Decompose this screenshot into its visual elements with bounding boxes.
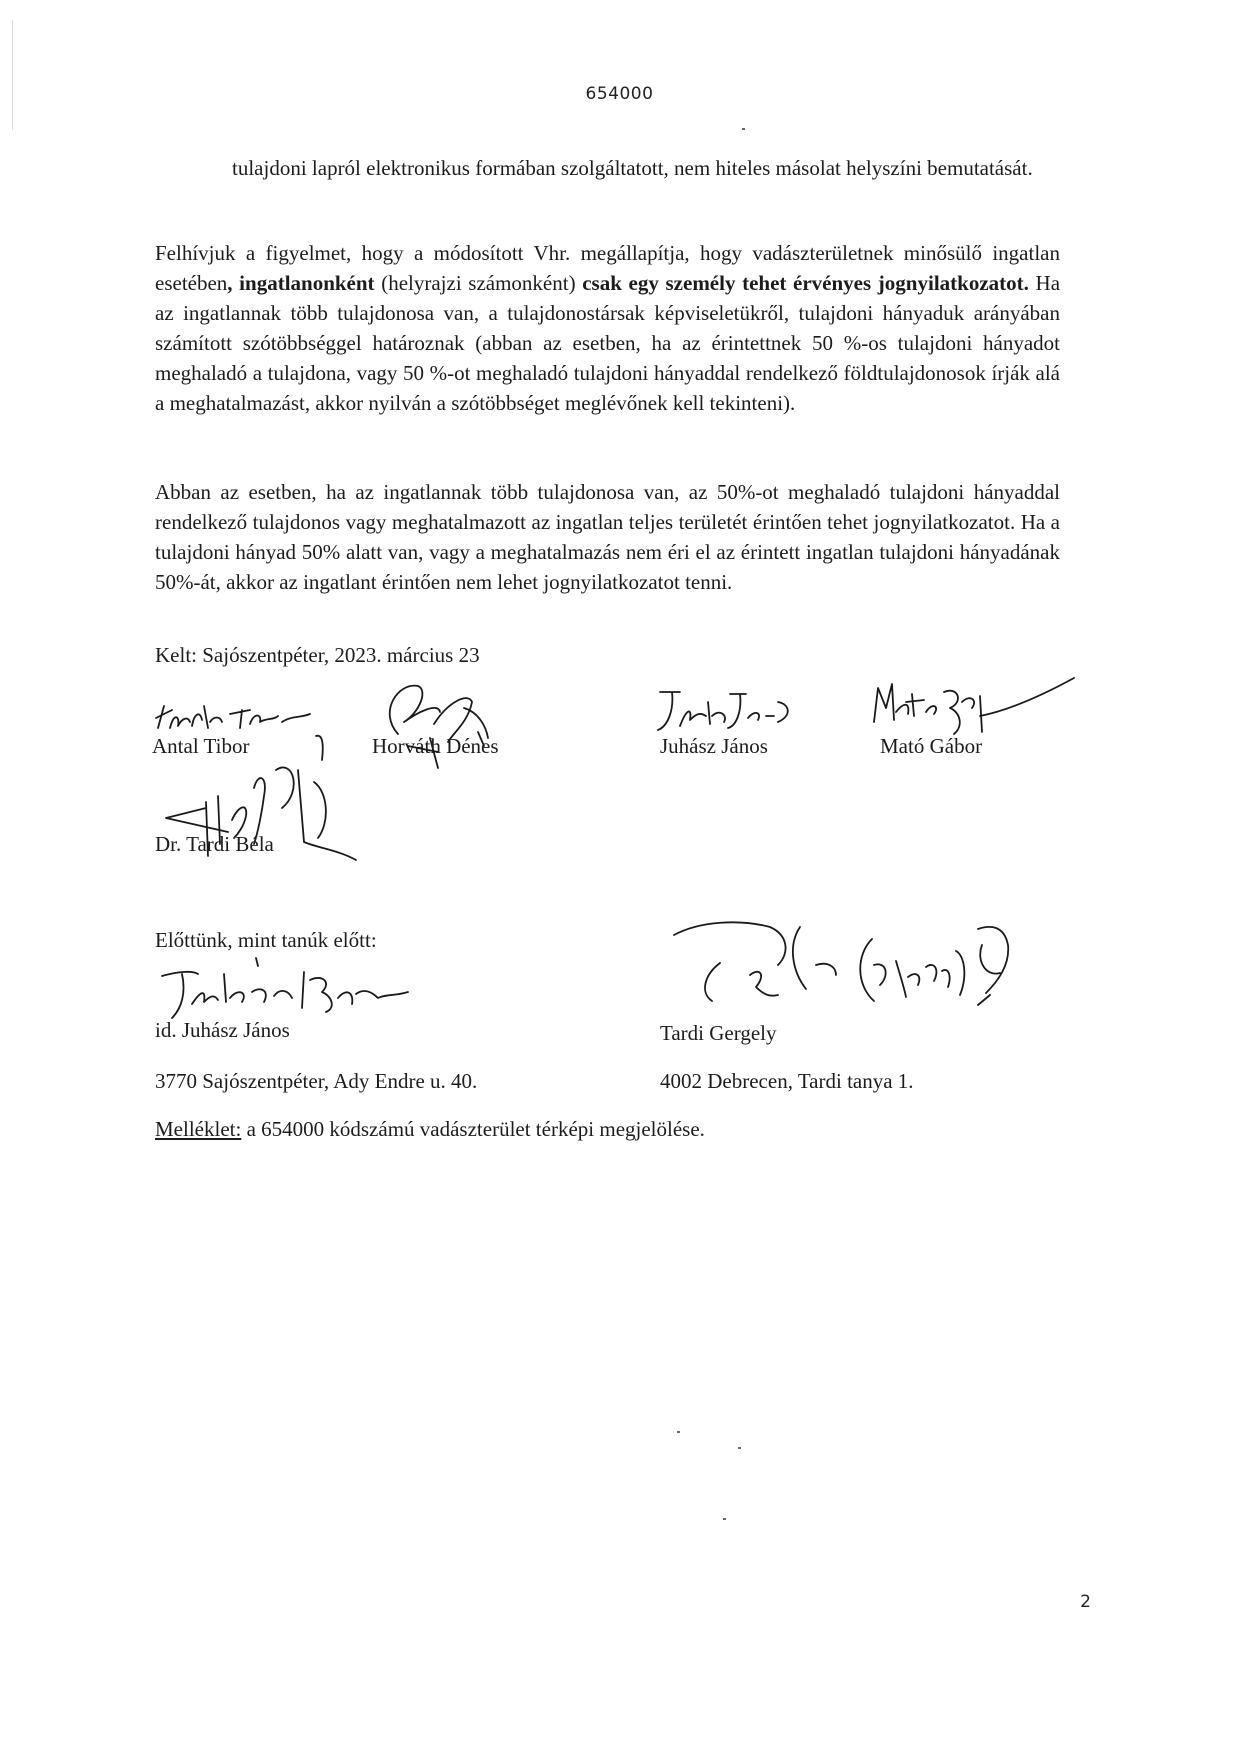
scan-speck xyxy=(723,1518,726,1520)
notice-paragraph xyxy=(155,238,1060,418)
witness-juhasz-name: id. Juhász János xyxy=(155,1018,290,1042)
scan-edge xyxy=(12,20,13,130)
attachment-label: Melléklet: xyxy=(155,1117,242,1141)
notice-bold-one-person: csak egy személy tehet érvényes jognyilatkozatot. xyxy=(582,271,1029,295)
signature-witness-juhasz xyxy=(152,952,422,1022)
notice-text-e: Ha az ingatlannak több tulajdonosa van, a tulajdonostársak képviseletükről, tulajdoni hányaduk arányában számított szótöbbséggel határoznak (abban az esetben, ha az érintettnek 50 %-os tulajdoni hányadot meghaladó a tulajdona, vagy 50 %-ot meghaladó tulajdoni hányaddal rendelkező földtulajdonosok írják alá a meghatalmazást, akkor nyilván a szótöbbséget meglévőnek kell tekinteni). xyxy=(155,271,1061,415)
notice-bold-per-property: , ingatlanonként xyxy=(227,271,375,295)
signatory-mato-gabor: Mató Gábor xyxy=(880,734,983,758)
continuation-paragraph: tulajdoni lapról elektronikus formában szolgáltatott, nem hiteles másolat helyszíni bemutatását. xyxy=(232,156,1033,180)
witness-tardi-address: 4002 Debrecen, Tardi tanya 1. xyxy=(660,1069,914,1093)
attachment-text: a 654000 kódszámú vadászterület térképi megjelölése. xyxy=(241,1117,705,1141)
signatory-horvath-denes: Horváth Dénes xyxy=(372,734,499,758)
signature-juhasz-janos xyxy=(650,686,810,741)
document-id: 654000 xyxy=(585,84,654,104)
majority-paragraph: Abban az esetben, ha az ingatlannak több tulajdonosa van, az 50%-ot meghaladó tulajdoni hányaddal rendelkező tulajdonos vagy meghatalmazott az ingatlan teljes területét érintően tehet jognyilatkozatot. Ha a tulajdoni hányad 50% alatt van, vagy a meghatalmazás nem éri el az érintett ingatlan tulajdoni hányadának 50%-át, akkor az ingatlant érintően nem lehet jognyilatkozatot tenni. xyxy=(155,480,1060,594)
scan-speck xyxy=(677,1431,680,1433)
attachment-line xyxy=(155,1117,705,1142)
signatory-juhasz-janos: Juhász János xyxy=(660,734,768,758)
witness-tardi-name: Tardi Gergely xyxy=(660,1021,777,1045)
signatory-tardi-bela: Dr. Tardi Béla xyxy=(155,832,274,856)
notice-text-a: Felhívjuk a figyelmet, hogy a módosított Vhr. megállapítja, hogy vadászterületnek minősülő ingatlan esetében xyxy=(155,241,1060,295)
scan-speck xyxy=(738,1447,741,1449)
date-place-line: Kelt: Sajószentpéter, 2023. március 23 xyxy=(155,643,480,667)
witnesses-intro: Előttünk, mint tanúk előtt: xyxy=(155,928,377,952)
scan-speck xyxy=(742,128,745,130)
witness-juhasz-address: 3770 Sajószentpéter, Ady Endre u. 40. xyxy=(155,1069,478,1093)
signatory-antal-tibor: Antal Tibor xyxy=(152,734,250,758)
signature-mato-gabor xyxy=(860,672,1080,742)
page-number: 2 xyxy=(1080,1592,1091,1612)
notice-text-c: (helyrajzi számonként) xyxy=(374,271,583,295)
signature-witness-tardi-gergely xyxy=(660,905,1070,1025)
